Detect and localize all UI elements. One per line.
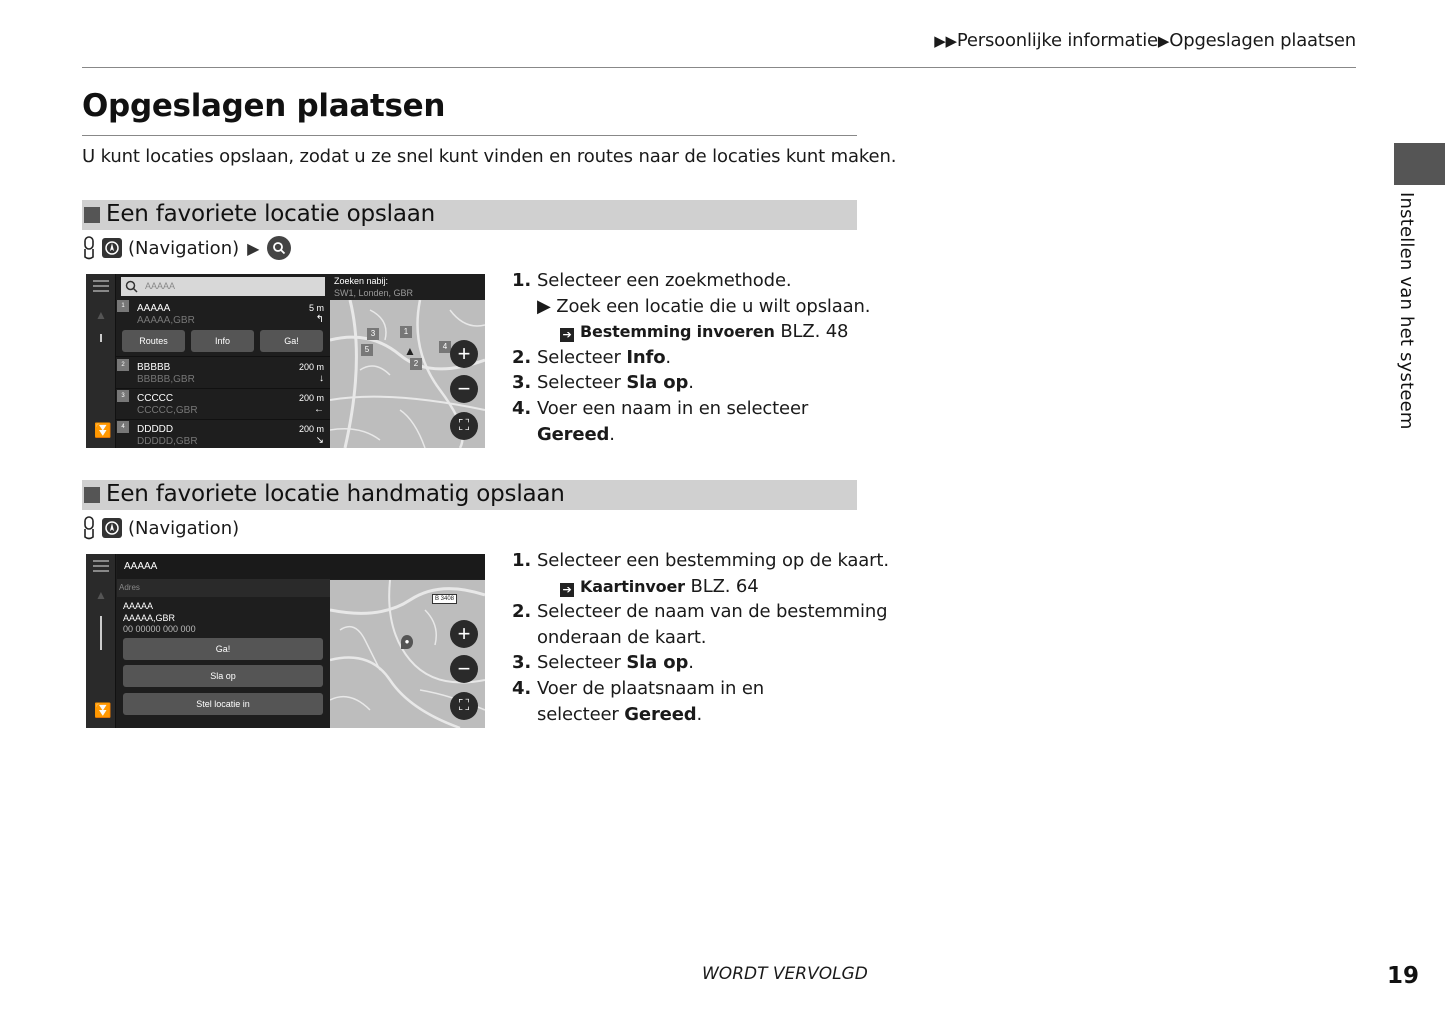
reference-page: BLZ. 64	[690, 575, 759, 597]
step-2	[512, 599, 889, 650]
nav-label-1: (Navigation)	[128, 237, 240, 259]
step-number: 2.	[512, 346, 532, 368]
section-square-icon	[84, 207, 100, 223]
title-divider	[82, 135, 857, 136]
scrollbar[interactable]	[100, 334, 102, 342]
menu-icon[interactable]	[93, 560, 109, 562]
step-number: 3.	[512, 372, 532, 394]
list-item[interactable]	[116, 420, 330, 448]
screen-header	[117, 554, 485, 579]
screen-side-controls	[86, 554, 116, 728]
step-punct: .	[609, 423, 615, 445]
lock-pin-icon[interactable]: ●	[401, 635, 413, 649]
map-view[interactable]	[330, 580, 485, 728]
list-item[interactable]	[116, 299, 330, 357]
section-title-2: Een favoriete locatie handmatig opslaan	[106, 481, 565, 507]
reference-page: BLZ. 48	[780, 321, 849, 343]
reference-title: Bestemming invoeren	[580, 322, 775, 342]
nav-path-1	[82, 236, 291, 260]
step-keyword: Sla op	[626, 372, 689, 394]
list-item-address: AAAAA,GBR	[137, 315, 195, 326]
map-pin[interactable]: 1	[400, 326, 412, 338]
reference-icon: ➔	[560, 328, 574, 342]
step-keyword: Gereed	[537, 423, 610, 445]
step-number: 4.	[512, 397, 532, 419]
zoom-in-icon[interactable]: +	[450, 340, 478, 368]
map-pin[interactable]: 4	[439, 341, 451, 353]
chapter-tab-label: Instellen van het systeem	[1396, 192, 1417, 430]
step-text: Selecteer	[537, 372, 627, 394]
step-number: 3.	[512, 652, 532, 674]
step-punct: .	[665, 346, 671, 368]
step-4	[512, 676, 889, 727]
search-icon	[125, 280, 138, 293]
list-item-address: BBBBB,GBR	[137, 374, 195, 385]
screen-side-controls	[86, 274, 116, 448]
list-item-index: 3	[117, 390, 129, 402]
scroll-down-icon[interactable]: ⏬	[94, 702, 112, 718]
breadcrumb	[934, 30, 1356, 51]
navigation-button-icon	[102, 238, 122, 258]
nav-path-2	[82, 516, 239, 540]
list-item-address: CCCCC,GBR	[137, 405, 198, 416]
address-label: Adres	[119, 583, 140, 592]
list-item-address: DDDDD,GBR	[137, 436, 198, 447]
steps-list-2	[512, 548, 889, 727]
step-number: 2.	[512, 601, 532, 623]
direction-arrow-icon: ↰	[315, 314, 324, 325]
map-pin[interactable]: 3	[367, 328, 379, 340]
vehicle-position-icon: ▲	[404, 344, 416, 358]
step-1	[512, 548, 889, 574]
info-button[interactable]: Info	[191, 330, 254, 352]
map-view[interactable]	[330, 300, 485, 448]
search-input[interactable]	[121, 277, 325, 296]
step-text: Selecteer	[537, 346, 627, 368]
page-number: 19	[1387, 963, 1420, 989]
steps-list-1	[512, 268, 870, 447]
save-button[interactable]: Sla op	[123, 665, 323, 687]
step-text: Selecteer de naam van de bestemming	[537, 601, 888, 623]
navigation-button-icon	[102, 518, 122, 538]
go-button[interactable]: Ga!	[260, 330, 323, 352]
list-item-index: 4	[117, 421, 129, 433]
step-number: 4.	[512, 677, 532, 699]
section-heading-2	[82, 480, 857, 510]
top-divider	[82, 67, 1356, 68]
step-keyword: Sla op	[626, 652, 689, 674]
search-placeholder: AAAAA	[145, 281, 176, 291]
step-number: 1.	[512, 550, 532, 571]
step-keyword: Info	[626, 346, 666, 368]
nav-label-2: (Navigation)	[128, 517, 240, 539]
step-3	[512, 650, 889, 676]
scroll-down-icon[interactable]: ⏬	[94, 422, 112, 438]
list-item-index: 2	[117, 359, 129, 371]
continued-label: WORDT VERVOLGD	[702, 964, 868, 984]
screen-title: AAAAA	[124, 561, 158, 572]
step-keyword: Gereed	[624, 703, 697, 725]
go-button[interactable]: Ga!	[123, 638, 323, 660]
zoom-out-icon[interactable]: −	[450, 375, 478, 403]
address-line: 00 00000 000 000	[123, 624, 196, 634]
step-4	[512, 396, 870, 447]
map-pin[interactable]: 5	[361, 344, 373, 356]
direction-arrow-icon: ↓	[319, 373, 324, 384]
step-text: Selecteer een zoekmethode.	[537, 270, 792, 291]
direction-arrow-icon: ←	[314, 404, 324, 415]
breadcrumb-part-2[interactable]: Opgeslagen plaatsen	[1169, 30, 1356, 51]
fullscreen-icon[interactable]: ⛶	[450, 692, 478, 720]
voice-button-icon	[82, 516, 96, 540]
step-1-reference[interactable]	[512, 319, 870, 345]
step-1-reference[interactable]	[512, 574, 889, 600]
menu-icon[interactable]	[93, 280, 109, 282]
screen-map-input	[86, 554, 485, 728]
step-punct: .	[688, 372, 694, 394]
set-location-button[interactable]: Stel locatie in	[123, 693, 323, 715]
list-item[interactable]	[116, 358, 330, 389]
list-item-name: BBBBB	[137, 362, 171, 373]
arrow-icon: ▶	[537, 295, 557, 317]
address-block	[123, 601, 196, 636]
step-text: Selecteer een bestemming op de kaart.	[537, 550, 889, 571]
zoom-out-icon[interactable]: −	[450, 655, 478, 683]
list-item-distance: 200 m	[298, 424, 324, 434]
step-number: 1.	[512, 270, 532, 291]
section-square-icon	[84, 487, 100, 503]
map-pin[interactable]: 2	[410, 358, 422, 370]
direction-arrow-icon: ↘	[315, 435, 324, 446]
step-punct: .	[696, 703, 703, 725]
step-text: Voer een naam in en selecteer	[537, 397, 809, 419]
section-heading-1	[82, 200, 857, 230]
list-item-distance: 5 m	[308, 303, 324, 313]
list-item-name: CCCCC	[137, 393, 174, 404]
scroll-up-icon[interactable]: ▲	[95, 588, 107, 602]
road-label: B 3408	[432, 594, 457, 604]
list-item-index: 1	[117, 300, 129, 312]
address-line: AAAAA	[123, 601, 154, 611]
list-item[interactable]	[116, 389, 330, 420]
voice-button-icon	[82, 236, 96, 260]
list-item-name: AAAAA	[137, 303, 171, 314]
list-item-distance: 200 m	[298, 362, 324, 372]
reference-icon: ➔	[560, 583, 574, 597]
reference-title: Kaartinvoer	[580, 576, 685, 596]
address-label-bar	[117, 579, 330, 597]
screen-search-results	[86, 274, 485, 448]
zoom-in-icon[interactable]: +	[450, 620, 478, 648]
step-3	[512, 370, 870, 396]
section-title-1: Een favoriete locatie opslaan	[106, 201, 436, 227]
step-text: selecteer	[537, 703, 625, 725]
near-label: Zoeken nabij:	[334, 276, 389, 286]
near-value[interactable]: SW1, Londen, GBR	[334, 288, 414, 298]
substep-text: Zoek een locatie die u wilt opslaan.	[556, 295, 871, 317]
routes-button[interactable]: Routes	[122, 330, 185, 352]
page-title: Opgeslagen plaatsen	[82, 88, 446, 124]
step-1-substep	[512, 294, 870, 320]
breadcrumb-part-1[interactable]: Persoonlijke informatie	[956, 30, 1158, 51]
arrow-icon: ▶	[1157, 32, 1170, 50]
step-text: Selecteer	[537, 652, 627, 674]
scroll-up-icon[interactable]: ▲	[95, 308, 107, 322]
step-text: onderaan de kaart.	[537, 626, 707, 648]
address-line: AAAAA,GBR	[123, 612, 176, 623]
step-text: Voer de plaatsnaam in en	[537, 677, 765, 699]
step-punct: .	[688, 652, 694, 674]
step-1	[512, 268, 870, 294]
step-2	[512, 345, 870, 371]
list-item-name: DDDDD	[137, 424, 174, 435]
scrollbar[interactable]	[100, 616, 102, 650]
intro-text: U kunt locaties opslaan, zodat u ze snel kunt vinden en routes naar de locaties kunt maken.	[82, 146, 897, 167]
chapter-tab[interactable]	[1394, 143, 1445, 185]
search-icon	[267, 236, 291, 260]
list-item-distance: 200 m	[298, 393, 324, 403]
arrow-icon: ▶	[247, 238, 260, 258]
fullscreen-icon[interactable]: ⛶	[450, 412, 478, 440]
double-arrow-icon: ▶▶	[934, 32, 957, 50]
